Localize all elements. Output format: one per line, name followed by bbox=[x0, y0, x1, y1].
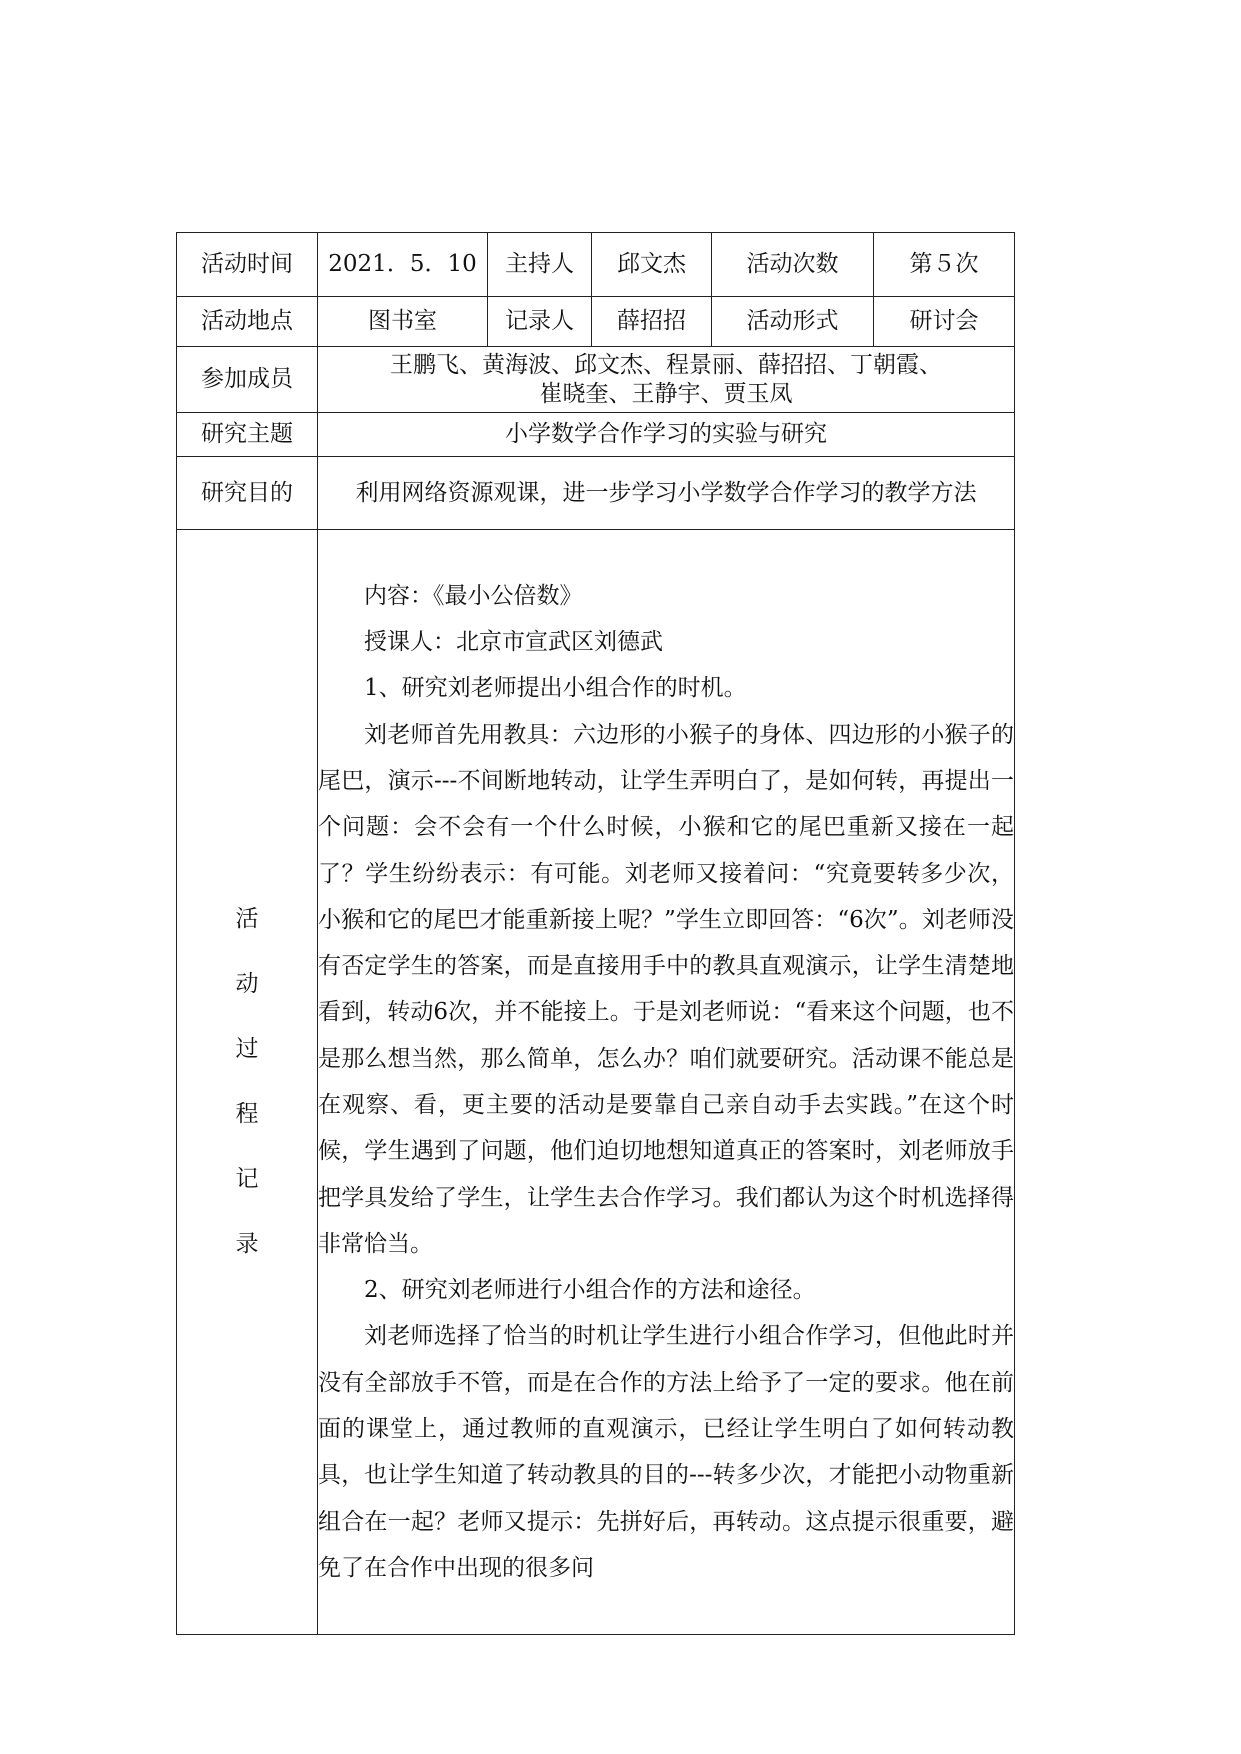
process-label-char: 录 bbox=[235, 1231, 259, 1257]
row-time bbox=[177, 233, 1015, 297]
row-place bbox=[177, 297, 1015, 347]
recorder-value: 薛招招 bbox=[592, 297, 712, 347]
form-label: 活动形式 bbox=[712, 297, 874, 347]
section-heading-2: 2、研究刘老师进行小组合作的方法和途径。 bbox=[364, 1277, 816, 1304]
process-label-char: 程 bbox=[235, 1101, 259, 1127]
time-label: 活动时间 bbox=[177, 233, 318, 297]
row-process bbox=[177, 530, 1015, 1635]
members-label: 参加成员 bbox=[177, 347, 318, 413]
members-line-1: 王鹏飞、黄海波、邱文杰、程景丽、薛招招、丁朝霞、 bbox=[390, 351, 942, 378]
purpose-value: 利用网络资源观课，进一步学习小学数学合作学习的教学方法 bbox=[318, 457, 1015, 530]
activity-record-table bbox=[176, 232, 1015, 1635]
process-content bbox=[318, 530, 1015, 1635]
topic-value: 小学数学合作学习的实验与研究 bbox=[318, 413, 1015, 457]
topic-label: 研究主题 bbox=[177, 413, 318, 457]
place-label: 活动地点 bbox=[177, 297, 318, 347]
paragraph-2: 刘老师选择了恰当的时机让学生进行小组合作学习，但他此时并没有全部放手不管，而是在合作的方法上给予了一定的要求。他在前面的课堂上，通过教师的直观演示，已经让学生明白了如何转动教具，也让学生知道了转动教具的目的---转多少次，才能把小动物重新组合在一起？老师又提示：先拼好后，再转动。这点提示很重要，避免了在合作中出现的很多问 bbox=[318, 1323, 1014, 1581]
host-label: 主持人 bbox=[488, 233, 592, 297]
host-value: 邱文杰 bbox=[592, 233, 712, 297]
row-topic bbox=[177, 413, 1015, 457]
section-heading-1: 1、研究刘老师提出小组合作的时机。 bbox=[364, 675, 747, 702]
row-members bbox=[177, 347, 1015, 413]
count-value: 第５次 bbox=[874, 233, 1015, 297]
form-value: 研讨会 bbox=[874, 297, 1015, 347]
process-label-char: 过 bbox=[235, 1036, 259, 1062]
purpose-label: 研究目的 bbox=[177, 457, 318, 530]
members-value bbox=[318, 347, 1015, 413]
row-purpose bbox=[177, 457, 1015, 530]
process-label-char: 记 bbox=[235, 1166, 259, 1192]
teacher-line: 授课人：北京市宣武区刘德武 bbox=[364, 629, 663, 656]
place-value: 图书室 bbox=[318, 297, 488, 347]
paragraph-1: 刘老师首先用教具：六边形的小猴子的身体、四边形的小猴子的尾巴，演示---不间断地转动，让学生弄明白了，是如何转，再提出一个问题：会不会有一个什么时候，小猴和它的尾巴重新又接在一起了？学生纷纷表示：有可能。刘老师又接着问：“究竟要转多少次，小猴和它的尾巴才能重新接上呢？”学生立即回答：“6次”。刘老师没有否定学生的答案，而是直接用手中的教具直观演示，让学生清楚地看到，转动6次，并不能接上。于是刘老师说：“看来这个问题，也不是那么想当然，那么简单，怎么办？咱们就要研究。活动课不能总是在观察、看，更主要的活动是要靠自己亲自动手去实践。”在这个时候，学生遇到了问题，他们迫切地想知道真正的答案时，刘老师放手把学具发给了学生，让学生去合作学习。我们都认为这个时机选择得非常恰当。 bbox=[318, 721, 1014, 1257]
members-line-2: 崔晓奎、王静宇、贾玉凤 bbox=[539, 380, 793, 407]
process-label-char: 活 bbox=[235, 906, 259, 932]
process-label bbox=[177, 530, 318, 1635]
count-label: 活动次数 bbox=[712, 233, 874, 297]
time-value: 2021．5．10 bbox=[318, 233, 488, 297]
process-label-char: 动 bbox=[235, 971, 259, 997]
content-line: 内容：《最小公倍数》 bbox=[364, 582, 583, 609]
recorder-label: 记录人 bbox=[488, 297, 592, 347]
